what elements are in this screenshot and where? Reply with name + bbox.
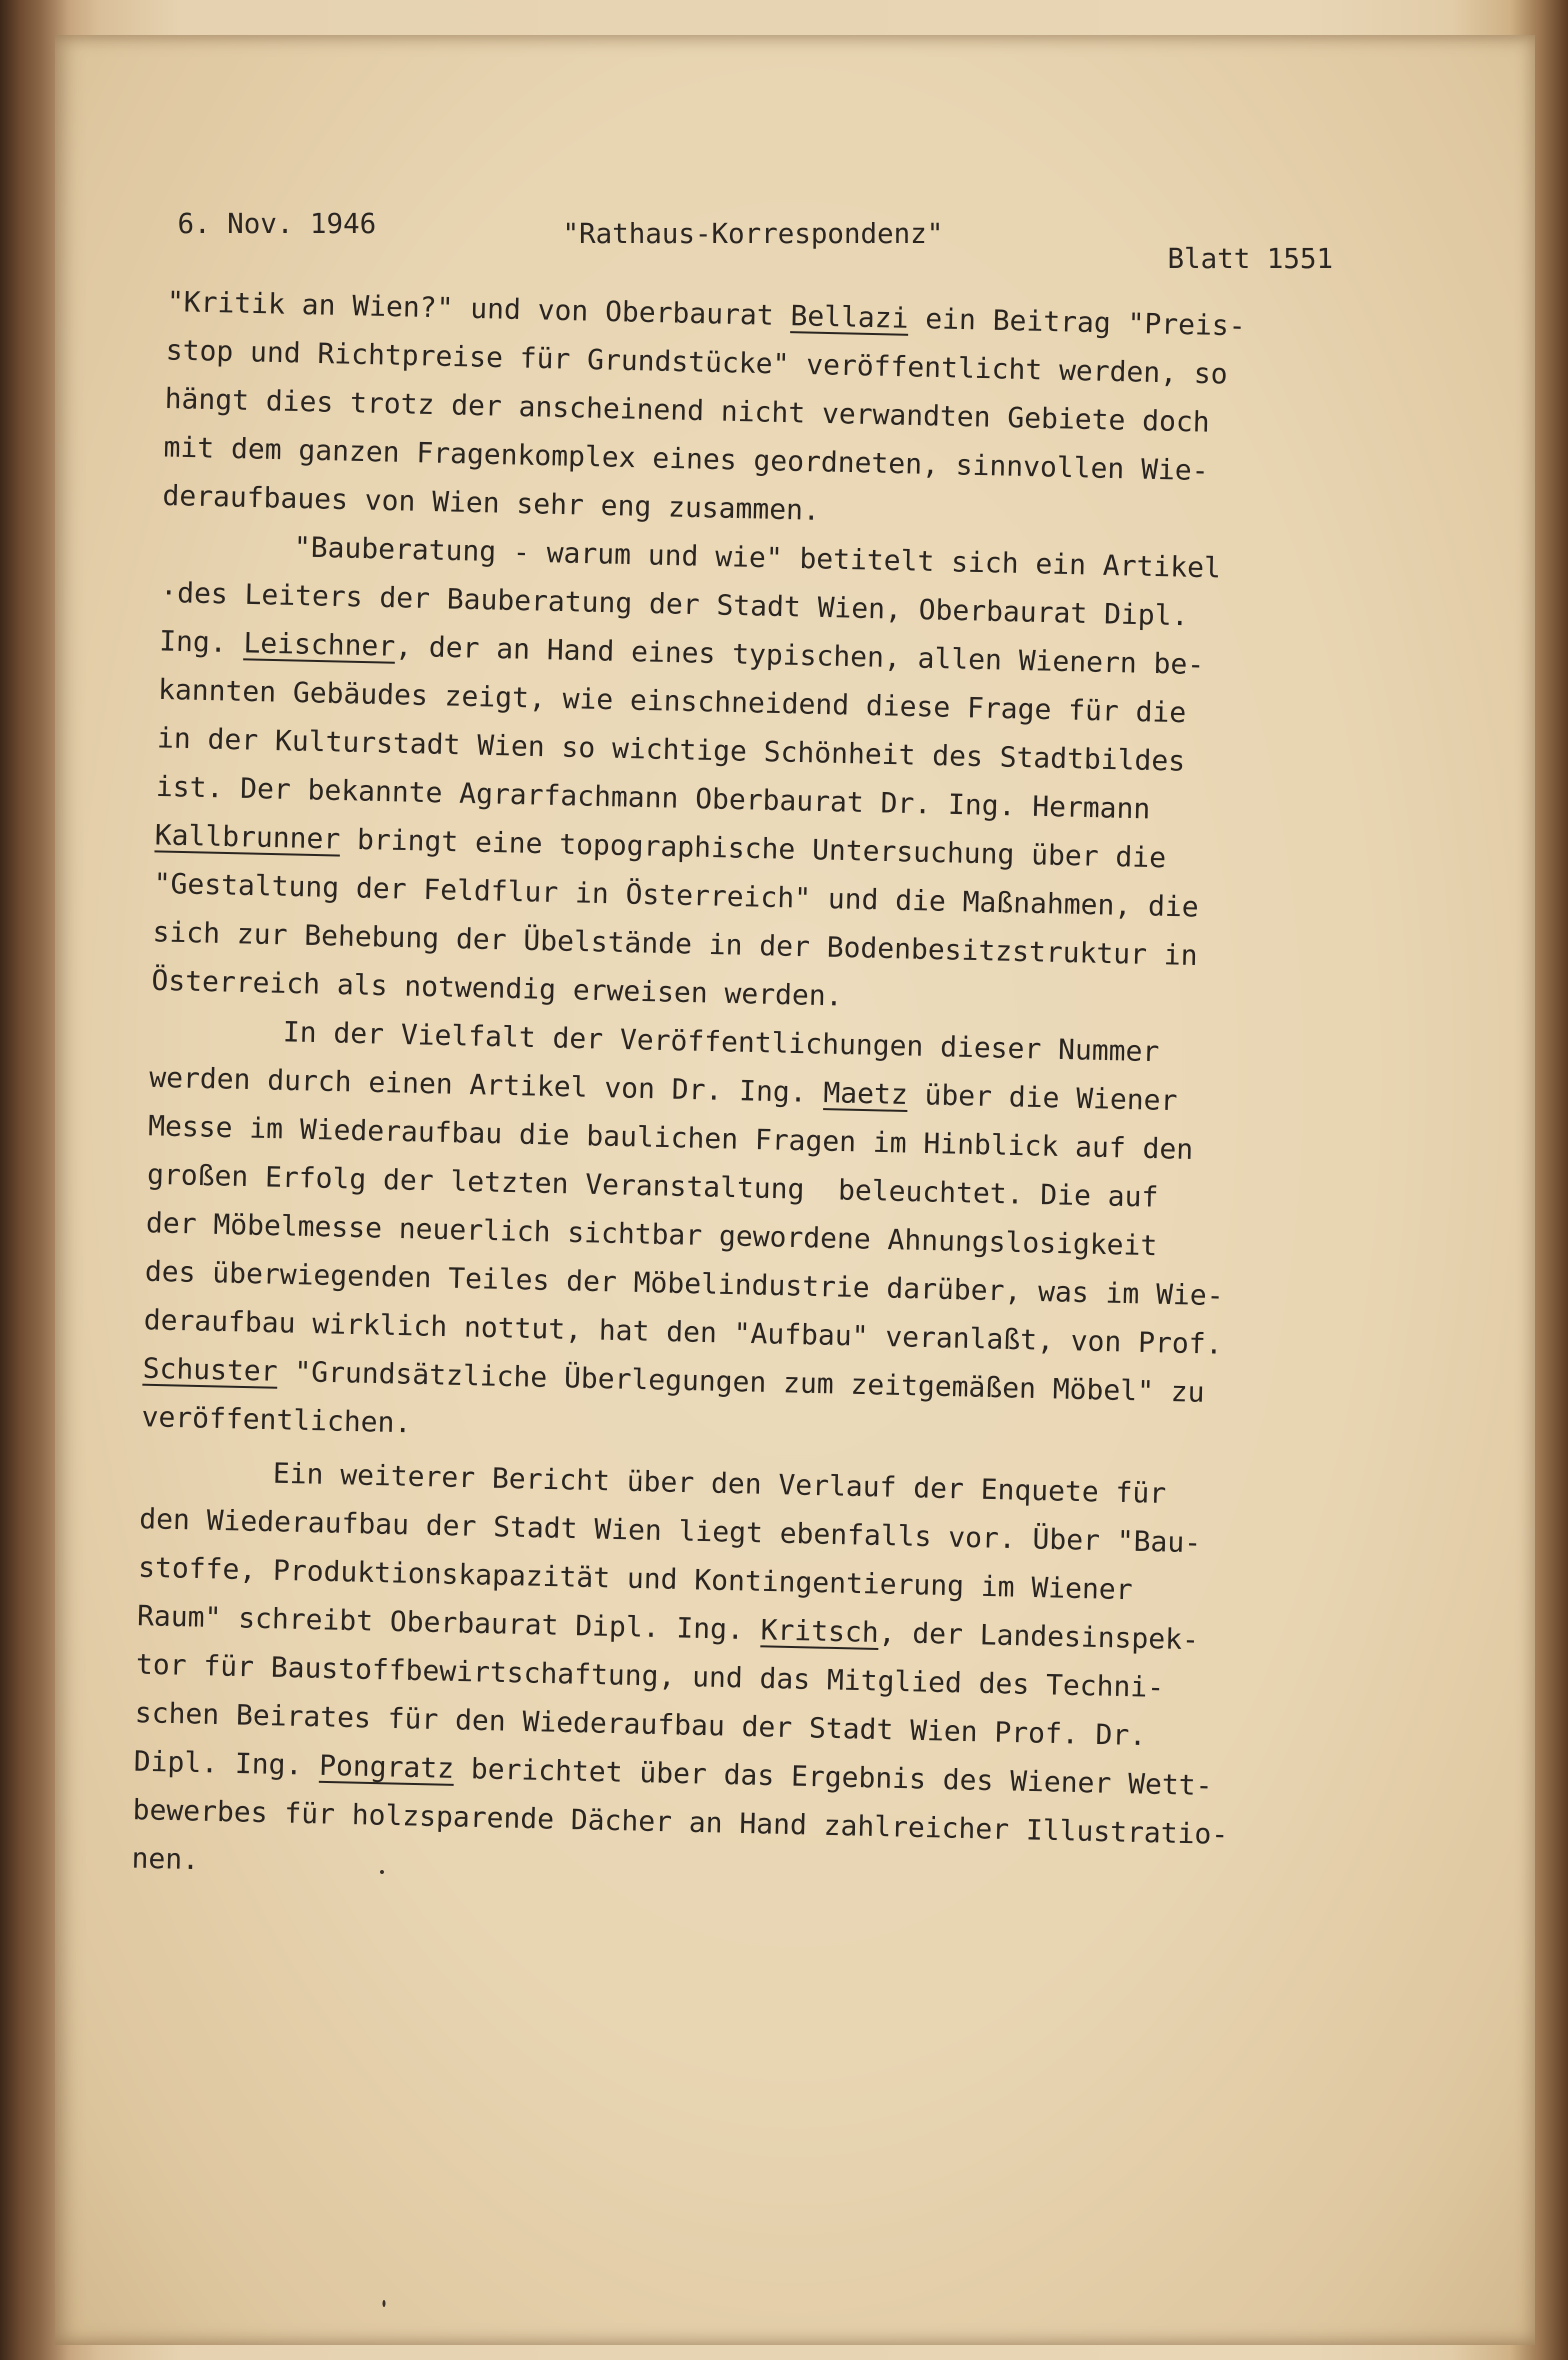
text-run: deraufbaues von Wien sehr eng zusammen. <box>162 479 820 527</box>
text-run: Ein weiterer Bericht über den Verlauf der Enquete für <box>272 1457 1166 1510</box>
text-run: , der an Hand eines typischen, allen Wienern be- <box>394 630 1205 682</box>
text-run: mit dem ganzen Fragenkomplex eines geordneten, sinnvollen Wie- <box>163 430 1209 488</box>
text-run: sich zur Behebung der Übelstände in der Bodenbesitzstruktur in <box>152 916 1198 972</box>
text-run: Raum" schreibt Oberbaurat Dipl. Ing. <box>136 1600 762 1646</box>
text-run: tor für Baustoffbewirtschaftung, und das Mitglied des Techni- <box>136 1648 1164 1704</box>
text-run: Ing. <box>158 624 244 660</box>
text-run: stop und Richtpreise für Grundstücke" veröffentlicht werden, so <box>165 334 1228 391</box>
header-publication: "Rathaus-Korrespondenz" <box>562 218 944 250</box>
text-run: den Wiederaufbau der Stadt Wien liegt ebenfalls vor. Über "Bau- <box>138 1502 1202 1560</box>
text-run: hängt dies trotz der anscheinend nicht verwandten Gebiete doch <box>164 382 1210 439</box>
text-run: in der Kulturstadt Wien so wichtige Schönheit des Stadtbildes <box>156 722 1186 778</box>
header-date: 6. Nov. 1946 <box>178 208 376 240</box>
underlined-name: Bellazi <box>790 300 909 335</box>
text-run: Österreich als notwendig erweisen werden. <box>151 964 843 1012</box>
text-run: stoffe, Produktionskapazität und Kontingentierung im Wiener <box>138 1551 1133 1606</box>
text-run: ·des Leiters der Bauberatung der Stadt Wien, Oberbaurat Dipl. <box>160 576 1189 632</box>
text-run: "Kritik an Wien?" und von Oberbaurat <box>166 285 791 332</box>
text-run: bringt eine topographische Untersuchung über die <box>340 823 1166 874</box>
text-run: "Bauberatung - warum und wie" betitelt sich ein Artikel <box>294 530 1222 584</box>
text-run: , der Landesinspek- <box>878 1616 1200 1656</box>
text-run: des überwiegenden Teiles der Möbelindustrie darüber, was im Wie- <box>144 1255 1224 1312</box>
underlined-name: Schuster <box>142 1352 278 1388</box>
text-run: "Gestaltung der Feldflur in Österreich" und die Maßnahmen, die <box>153 867 1200 924</box>
text-run: über die Wiener <box>907 1078 1178 1118</box>
text-run: In der Vielfalt der Veröffentlichungen dieser Nummer <box>282 1016 1160 1068</box>
text-run: der Möbelmesse neuerlich sichtbar gewordene Ahnungslosigkeit <box>146 1206 1158 1262</box>
text-run: Messe im Wiederaufbau die baulichen Fragen im Hinblick auf den <box>148 1110 1194 1166</box>
underlined-name: Kallbrunner <box>154 818 341 856</box>
underlined-name: Leischner <box>243 626 396 663</box>
text-run: ein Beitrag "Preis- <box>908 302 1246 342</box>
text-run: großen Erfolg der letzten Veranstaltung beleuchtet. Die auf <box>146 1158 1159 1214</box>
text-run: schen Beirates für den Wiederaufbau der Stadt Wien Prof. Dr. <box>134 1696 1146 1752</box>
text-run: nen. <box>131 1842 200 1876</box>
text-run: kannten Gebäudes zeigt, wie einschneidend diese Frage für die <box>158 673 1187 730</box>
text-run: deraufbau wirklich nottut, hat den "Aufbau" veranlaßt, von Prof. <box>143 1304 1223 1361</box>
paper-speck <box>382 2300 386 2307</box>
text-run: veröffentlichen. <box>141 1400 412 1440</box>
typewritten-page <box>55 35 1535 2345</box>
text-run: berichtet über das Ergebnis des Wiener Wett- <box>454 1752 1213 1802</box>
page-header <box>178 208 1378 278</box>
text-run: "Grundsätzliche Überlegungen zum zeitgemäßen Möbel" zu <box>277 1355 1205 1409</box>
text-run: werden durch einen Artikel von Dr. Ing. <box>148 1061 824 1110</box>
text-run: bewerbes für holzsparende Dächer an Hand zahlreicher Illustratio- <box>132 1794 1229 1851</box>
header-sheet-number: Blatt 1551 <box>1168 242 1334 274</box>
underlined-name: Pongratz <box>318 1749 454 1785</box>
text-run: ist. Der bekannte Agrarfachmann Oberbaurat Dr. Ing. Hermann <box>156 770 1151 826</box>
underlined-name: Maetz <box>823 1076 908 1112</box>
paper-speck <box>380 1870 384 1874</box>
underlined-name: Kritsch <box>760 1614 880 1649</box>
body-text <box>131 278 1487 1912</box>
text-run: Dipl. Ing. <box>133 1745 320 1782</box>
